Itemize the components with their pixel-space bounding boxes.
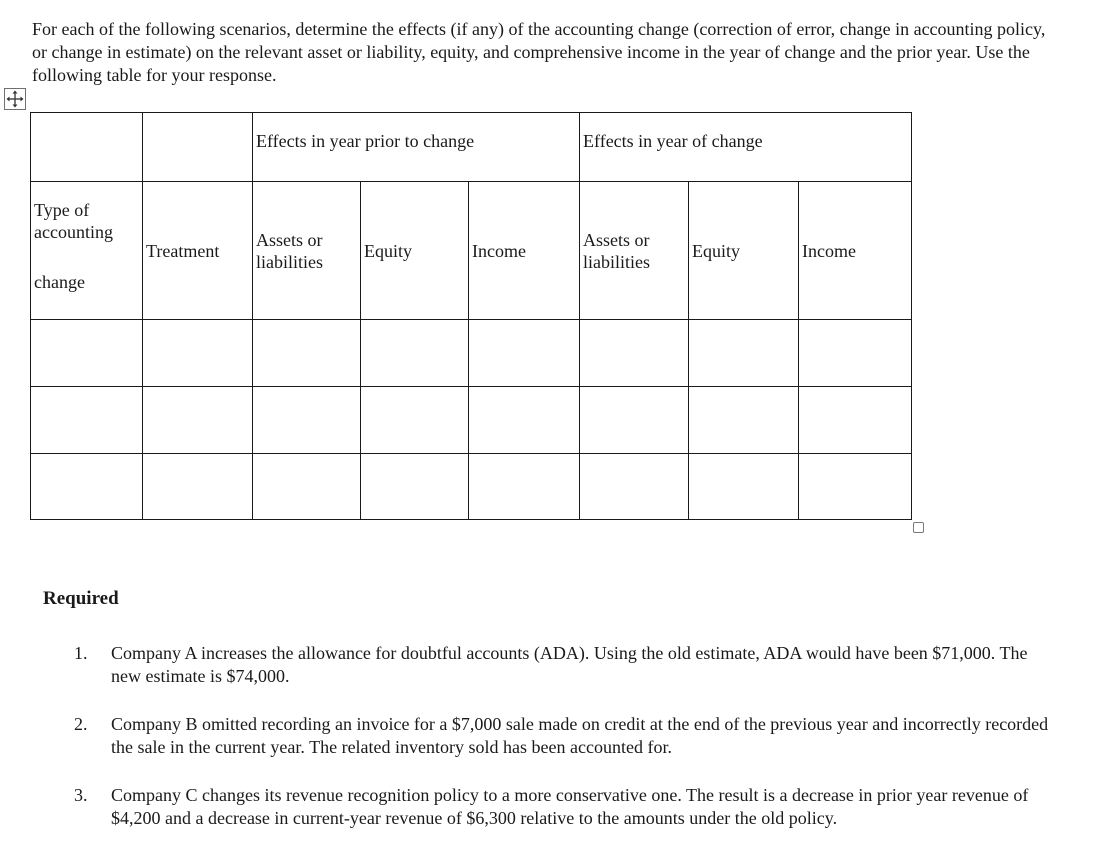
table-row [31,454,912,520]
table-cell[interactable] [143,320,253,387]
header-treatment[interactable]: Treatment [143,182,253,320]
table-cell[interactable] [799,320,912,387]
table-cell[interactable] [31,320,143,387]
table-column-header-row [31,182,912,320]
table-cell[interactable] [253,387,361,454]
group-header-prior-year[interactable]: Effects in year prior to change [253,113,580,182]
header-type-line: change [34,272,85,292]
table-cell[interactable] [469,320,580,387]
header-type-line: Type of [34,200,90,220]
table-cell[interactable] [253,454,361,520]
header-change-assets-or-liabilities[interactable]: Assets or liabilities [580,182,689,320]
table-cell[interactable] [31,387,143,454]
table-cell[interactable] [31,113,143,182]
list-item [0,642,1060,688]
list-item [0,784,1060,830]
table-cell[interactable] [799,454,912,520]
move-arrows-icon[interactable] [4,88,26,110]
question-list [0,642,1060,855]
question-text: Company C changes its revenue recognition policy to a more conservative one. The result is a decrease in prior year revenue of $4,200 and a decrease in current-year revenue of $6,300 relative to the amounts under the old policy. [111,785,1029,828]
table-cell[interactable] [143,387,253,454]
table-cell[interactable] [31,454,143,520]
question-number: 3. [74,785,88,805]
header-type-line: accounting [34,222,113,242]
table-cell[interactable] [361,454,469,520]
table-cell[interactable] [580,387,689,454]
table-cell[interactable] [253,320,361,387]
table-cell[interactable] [143,113,253,182]
question-number: 1. [74,643,88,663]
header-change-equity[interactable]: Equity [689,182,799,320]
header-prior-equity[interactable]: Equity [361,182,469,320]
question-number: 2. [74,714,88,734]
table-cell[interactable] [469,454,580,520]
effects-table [30,112,912,520]
table-group-header-row [31,113,912,182]
resize-handle-icon[interactable] [913,522,924,533]
question-text: Company A increases the allowance for doubtful accounts (ADA). Using the old estimate, ADA would have been $71,000. The new estimate is $74,000. [111,643,1028,686]
table-cell[interactable] [689,454,799,520]
table-cell[interactable] [689,387,799,454]
question-text: Company B omitted recording an invoice for a $7,000 sale made on credit at the end of the previous year and incorrectly recorded the sale in the current year. The related inventory sold has been accounted for. [111,714,1049,757]
table-cell[interactable] [689,320,799,387]
header-prior-income[interactable]: Income [469,182,580,320]
table-cell[interactable] [469,387,580,454]
table-row [31,320,912,387]
table-cell[interactable] [580,320,689,387]
table-row [31,387,912,454]
table-cell[interactable] [361,387,469,454]
group-header-year-of-change[interactable]: Effects in year of change [580,113,912,182]
table-cell[interactable] [580,454,689,520]
instructions-paragraph: For each of the following scenarios, determine the effects (if any) of the accounting change (correction of error, change in accounting policy, or change in estimate) on the relevant asset or liability, equity, and comprehensive income in the year of change and the prior year. Use the following table for your response. [32,19,1046,85]
table-cell[interactable] [143,454,253,520]
header-prior-assets-or-liabilities[interactable]: Assets or liabilities [253,182,361,320]
table-cell[interactable] [799,387,912,454]
table-cell[interactable] [361,320,469,387]
header-change-income[interactable]: Income [799,182,912,320]
list-item [0,713,1060,759]
header-type-of-accounting-change[interactable] [31,182,143,320]
required-heading: Required [43,588,119,609]
